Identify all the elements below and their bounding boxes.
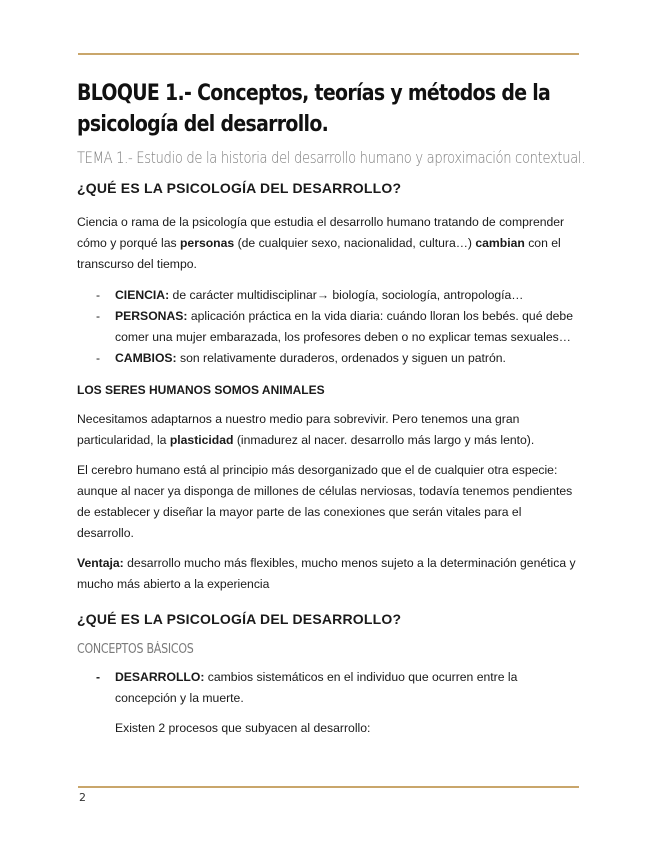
list-item-text: son relativamente duraderos, ordenados y siguen un patrón. (176, 351, 506, 365)
followup-paragraph: Existen 2 procesos que subyacen al desarrollo: (115, 721, 371, 735)
plasticity-text-2: (inmadurez al nacer. desarrollo más largo y más lento). (233, 433, 535, 447)
plasticity-paragraph (77, 409, 580, 451)
page-number: 2 (79, 791, 86, 804)
concept-term: DESARROLLO: (115, 670, 205, 684)
definition-list (77, 285, 580, 369)
advantage-label: Ventaja: (77, 556, 124, 570)
document-title: BLOQUE 1.- Conceptos, teorías y métodos de la psicología del desarrollo. (77, 81, 551, 137)
plasticity-bold: plasticidad (169, 433, 234, 447)
page-content (77, 78, 586, 739)
advantage-text: desarrollo mucho más flexibles, mucho menos sujeto a la determinación genética y mucho más abierto a la experiencia (77, 556, 576, 591)
document-subtitle: TEMA 1.- Estudio de la historia del desarrollo humano y aproximación contextual. (77, 148, 586, 167)
intro-bold-2: cambian (475, 236, 525, 250)
intro-text-1: Ciencia o rama de la psicología que estudia el desarrollo humano tratando de comprender cómo y porqué las (77, 215, 565, 250)
section-heading-1: ¿QUÉ ES LA PSICOLOGÍA DEL DESARROLLO? (77, 180, 402, 196)
brain-paragraph: El cerebro humano está al principio más desorganizado que el de cualquier otra especie: aunque al nacer ya disponga de millones de células nerviosas, todavía tenemos pendientes de establecer y diseñar la mayor parte de las conexiones que serán vitales para el desarrollo. (77, 463, 573, 540)
basic-concepts-heading: CONCEPTOS BÁSICOS (77, 642, 194, 657)
list-item-term: CIENCIA: (115, 288, 170, 302)
advantage-paragraph (77, 553, 580, 595)
section-heading-2: LOS SERES HUMANOS SOMOS ANIMALES (77, 383, 325, 397)
intro-paragraph (77, 212, 580, 275)
list-item-term: PERSONAS: (115, 309, 188, 323)
list-item-term: CAMBIOS: (115, 351, 177, 365)
list-item (77, 306, 580, 348)
list-item-text: aplicación práctica en la vida diaria: cuándo lloran los bebés. qué debe comer una mujer embarazada, los profesores deben o no explicar temas sexuales… (115, 309, 573, 344)
list-item-text: de carácter multidisciplinar→ biología, sociología, antropología… (169, 288, 524, 302)
list-item (77, 667, 580, 709)
concepts-list (77, 667, 580, 709)
intro-text-2: (de cualquier sexo, nacionalidad, cultura…) (234, 236, 476, 250)
intro-text-3: con el transcurso del tiempo. (77, 236, 561, 271)
plasticity-text-1: Necesitamos adaptarnos a nuestro medio para sobrevivir. Pero tenemos una gran particularidad, la (77, 412, 520, 447)
list-item (77, 285, 580, 306)
concept-text: cambios sistemáticos en el individuo que ocurren entre la concepción y la muerte. (115, 670, 518, 705)
top-rule (78, 53, 579, 55)
list-item (77, 348, 580, 369)
intro-bold-1: personas (179, 236, 235, 250)
bottom-rule (78, 786, 579, 788)
section-heading-3: ¿QUÉ ES LA PSICOLOGÍA DEL DESARROLLO? (77, 611, 402, 627)
